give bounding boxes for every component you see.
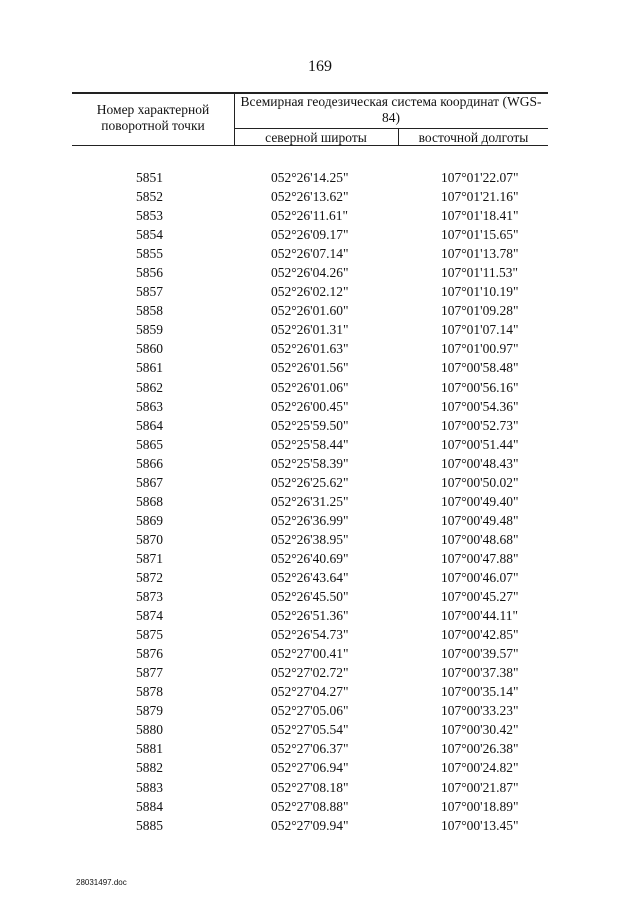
longitude-cell: 107°00'48.43": [441, 455, 519, 471]
longitude-cell: 107°00'45.27": [441, 589, 519, 605]
latitude-cell: 052°27'06.94": [271, 760, 349, 776]
longitude-cell: 107°00'39.57": [441, 646, 519, 662]
header-subcolumn-rule: [234, 128, 548, 129]
longitude-cell: 107°00'58.48": [441, 360, 519, 376]
point-number-cell: 5860: [136, 341, 163, 357]
point-number-cell: 5853: [136, 208, 163, 224]
table-row: [72, 530, 548, 549]
table-row: [72, 263, 548, 282]
longitude-cell: 107°00'46.07": [441, 569, 519, 585]
latitude-cell: 052°25'59.50": [271, 417, 349, 433]
header-latitude: северной широты: [265, 130, 367, 145]
point-number-cell: 5854: [136, 227, 163, 243]
table-row: [72, 682, 548, 701]
point-number-cell: 5866: [136, 455, 163, 471]
latitude-cell: 052°26'11.61": [271, 208, 348, 224]
latitude-cell: 052°26'07.14": [271, 246, 349, 262]
latitude-cell: 052°26'31.25": [271, 493, 349, 509]
table-row: [72, 435, 548, 454]
table-row: [72, 739, 548, 758]
point-number-cell: 5884: [136, 798, 163, 814]
point-number-cell: 5876: [136, 646, 163, 662]
point-number-cell: 5865: [136, 436, 163, 452]
point-number-cell: 5878: [136, 684, 163, 700]
table-row: [72, 606, 548, 625]
point-number-cell: 5877: [136, 665, 163, 681]
longitude-cell: 107°00'56.16": [441, 379, 519, 395]
latitude-cell: 052°26'01.60": [271, 303, 349, 319]
point-number-cell: 5864: [136, 417, 163, 433]
latitude-cell: 052°26'00.45": [271, 398, 349, 414]
latitude-cell: 052°27'02.72": [271, 665, 349, 681]
table-row: [72, 549, 548, 568]
table-body: [72, 168, 548, 835]
table-row: [72, 644, 548, 663]
longitude-cell: 107°01'18.41": [441, 208, 519, 224]
point-number-cell: 5857: [136, 284, 163, 300]
point-number-cell: 5875: [136, 627, 163, 643]
longitude-cell: 107°00'50.02": [441, 474, 519, 490]
latitude-cell: 052°27'06.37": [271, 741, 349, 757]
table-row: [72, 320, 548, 339]
longitude-cell: 107°00'13.45": [441, 817, 519, 833]
table-row: [72, 168, 548, 187]
longitude-cell: 107°00'44.11": [441, 608, 518, 624]
latitude-cell: 052°26'01.63": [271, 341, 349, 357]
longitude-cell: 107°00'24.82": [441, 760, 519, 776]
point-number-cell: 5859: [136, 322, 163, 338]
longitude-cell: 107°00'37.38": [441, 665, 519, 681]
point-number-cell: 5861: [136, 360, 163, 376]
point-number-cell: 5872: [136, 569, 163, 585]
longitude-cell: 107°00'49.48": [441, 512, 519, 528]
longitude-cell: 107°00'18.89": [441, 798, 519, 814]
latitude-cell: 052°27'08.88": [271, 798, 349, 814]
table-row: [72, 625, 548, 644]
point-number-cell: 5883: [136, 779, 163, 795]
point-number-cell: 5880: [136, 722, 163, 738]
longitude-cell: 107°01'21.16": [441, 189, 519, 205]
table-row: [72, 816, 548, 835]
longitude-cell: 107°00'49.40": [441, 493, 519, 509]
table-row: [72, 397, 548, 416]
latitude-cell: 052°27'05.54": [271, 722, 349, 738]
table-row: [72, 339, 548, 358]
longitude-cell: 107°01'22.07": [441, 170, 519, 185]
latitude-cell: 052°25'58.44": [271, 436, 349, 452]
longitude-cell: 107°01'00.97": [441, 341, 519, 357]
point-number-cell: 5862: [136, 379, 163, 395]
table-row: [72, 797, 548, 816]
point-number-cell: 5879: [136, 703, 163, 719]
longitude-cell: 107°00'33.23": [441, 703, 519, 719]
table-row: [72, 454, 548, 473]
table-row: [72, 492, 548, 511]
latitude-cell: 052°26'14.25": [271, 170, 349, 185]
latitude-cell: 052°26'54.73": [271, 627, 349, 643]
latitude-cell: 052°26'36.99": [271, 512, 349, 528]
table-row: [72, 568, 548, 587]
table-row: [72, 416, 548, 435]
table-row: [72, 587, 548, 606]
latitude-cell: 052°26'13.62": [271, 189, 349, 205]
point-number-cell: 5871: [136, 550, 163, 566]
point-number-cell: 5852: [136, 189, 163, 205]
point-number-cell: 5867: [136, 474, 163, 490]
longitude-cell: 107°01'15.65": [441, 227, 519, 243]
latitude-cell: 052°27'05.06": [271, 703, 349, 719]
table-row: [72, 244, 548, 263]
longitude-cell: 107°00'47.88": [441, 550, 519, 566]
table-row: [72, 473, 548, 492]
header-point-number: Номер характерной поворотной точки: [96, 102, 210, 133]
point-number-cell: 5855: [136, 246, 163, 262]
point-number-cell: 5856: [136, 265, 163, 281]
longitude-cell: 107°01'11.53": [441, 265, 518, 281]
point-number-cell: 5868: [136, 493, 163, 509]
latitude-cell: 052°26'02.12": [271, 284, 349, 300]
table-row: [72, 187, 548, 206]
latitude-cell: 052°26'25.62": [271, 474, 349, 490]
latitude-cell: 052°26'01.06": [271, 379, 349, 395]
table-row: [72, 778, 548, 797]
longitude-cell: 107°01'10.19": [441, 284, 519, 300]
table-row: [72, 358, 548, 377]
table-header: [72, 92, 548, 146]
latitude-cell: 052°25'58.39": [271, 455, 349, 471]
point-number-cell: 5870: [136, 531, 163, 547]
latitude-cell: 052°26'04.26": [271, 265, 349, 281]
page-number: 169: [308, 58, 332, 75]
latitude-cell: 052°27'08.18": [271, 779, 349, 795]
point-number-cell: 5874: [136, 608, 163, 624]
point-number-cell: 5851: [136, 170, 163, 185]
latitude-cell: 052°26'01.56": [271, 360, 349, 376]
table-row: [72, 758, 548, 777]
table-row: [72, 206, 548, 225]
table-row: [72, 663, 548, 682]
latitude-cell: 052°26'43.64": [271, 569, 349, 585]
latitude-cell: 052°27'04.27": [271, 684, 349, 700]
longitude-cell: 107°01'07.14": [441, 322, 519, 338]
latitude-cell: 052°26'51.36": [271, 608, 349, 624]
table-row: [72, 301, 548, 320]
point-number-cell: 5885: [136, 817, 163, 833]
longitude-cell: 107°00'52.73": [441, 417, 519, 433]
latitude-cell: 052°26'40.69": [271, 550, 349, 566]
longitude-cell: 107°00'42.85": [441, 627, 519, 643]
point-number-cell: 5858: [136, 303, 163, 319]
table-row: [72, 720, 548, 739]
point-number-cell: 5869: [136, 512, 163, 528]
latitude-cell: 052°27'09.94": [271, 817, 349, 833]
latitude-cell: 052°26'45.50": [271, 589, 349, 605]
table-row: [72, 282, 548, 301]
table-row: [72, 701, 548, 720]
point-number-cell: 5881: [136, 741, 163, 757]
longitude-cell: 107°00'54.36": [441, 398, 519, 414]
longitude-cell: 107°01'09.28": [441, 303, 519, 319]
latitude-cell: 052°26'38.95": [271, 531, 349, 547]
point-number-cell: 5873: [136, 589, 163, 605]
longitude-cell: 107°01'13.78": [441, 246, 519, 262]
table-row: [72, 225, 548, 244]
point-number-cell: 5863: [136, 398, 163, 414]
longitude-cell: 107°00'21.87": [441, 779, 519, 795]
longitude-cell: 107°00'30.42": [441, 722, 519, 738]
header-longitude: восточной долготы: [418, 130, 529, 145]
table-row: [72, 378, 548, 397]
longitude-cell: 107°00'26.38": [441, 741, 519, 757]
latitude-cell: 052°27'00.41": [271, 646, 349, 662]
latitude-cell: 052°26'09.17": [271, 227, 349, 243]
footer-filename: 28031497.doc: [76, 878, 127, 887]
point-number-cell: 5882: [136, 760, 163, 776]
latitude-cell: 052°26'01.31": [271, 322, 349, 338]
table-row: [72, 511, 548, 530]
longitude-cell: 107°00'48.68": [441, 531, 519, 547]
longitude-cell: 107°00'35.14": [441, 684, 519, 700]
header-coordinate-system: Всемирная геодезическая система координат (WGS-84): [240, 94, 542, 125]
longitude-cell: 107°00'51.44": [441, 436, 519, 452]
